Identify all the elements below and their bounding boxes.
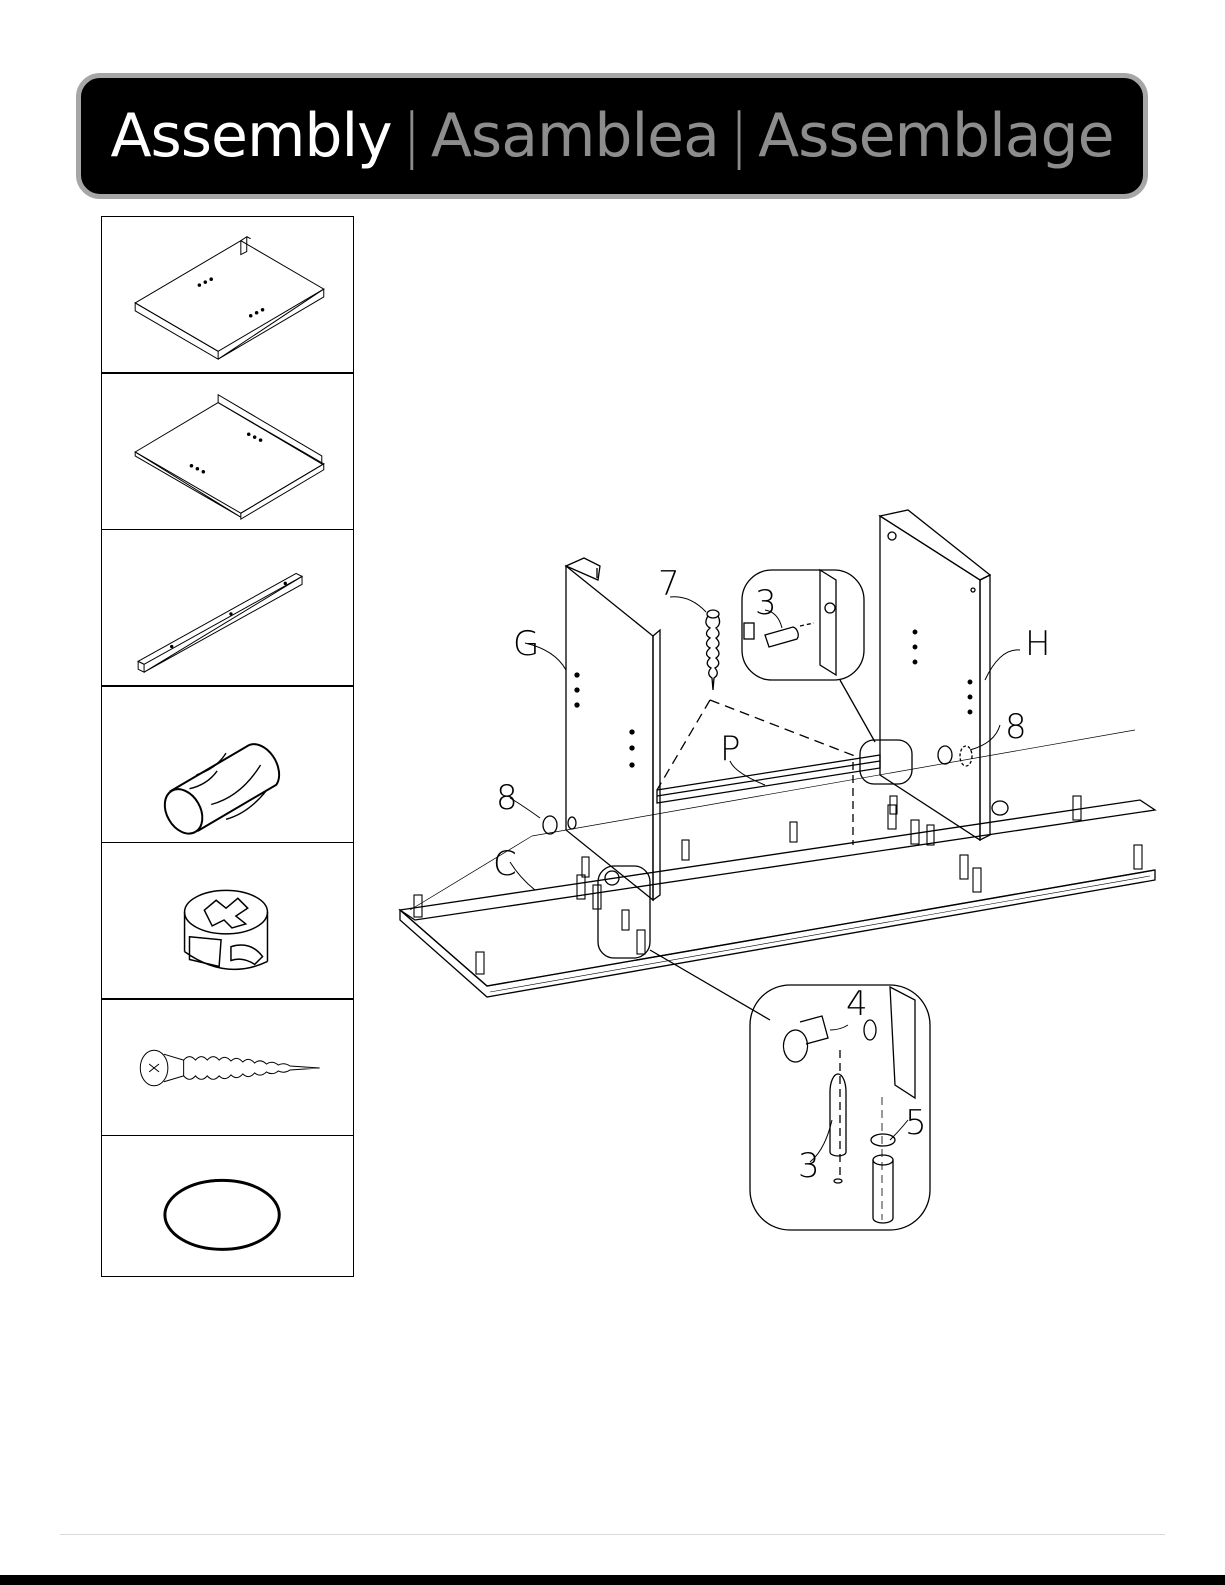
- label-p: P: [720, 729, 741, 769]
- label-c: C: [493, 844, 517, 884]
- label-5: 5: [905, 1103, 927, 1143]
- ring-washer-icon: [568, 817, 576, 829]
- ring-washer-icon: [960, 746, 972, 766]
- assembly-title-banner: [76, 73, 1148, 199]
- dowels: [582, 796, 934, 930]
- parts-list: [101, 217, 354, 1277]
- cam-lock-icon: [938, 746, 952, 764]
- exploded-view-drawing: [370, 500, 1190, 1260]
- cam-lock-icon: [102, 843, 353, 999]
- part-screw: [101, 998, 354, 1136]
- footer-divider: [60, 1534, 1165, 1535]
- part-wood-dowel: [101, 685, 354, 843]
- label-3-bottom: 3: [798, 1146, 820, 1186]
- cam-bolts: [414, 796, 1142, 974]
- label-8-left: 8: [496, 778, 518, 818]
- label-h: H: [1025, 624, 1051, 664]
- detail-callout-bottom: [750, 985, 930, 1230]
- shelf-panel-icon: [102, 217, 353, 373]
- shelf-panel-icon: [102, 373, 353, 529]
- part-shelf-panel-b: [101, 372, 354, 530]
- label-3-top: 3: [755, 583, 777, 623]
- side-panel-h: [880, 510, 990, 840]
- rail-icon: [102, 530, 353, 686]
- screw-icon: [102, 999, 353, 1135]
- detail-marker-right: [860, 740, 912, 784]
- cam-lock-icon: [543, 816, 557, 834]
- label-7: 7: [658, 564, 680, 604]
- title-english: Assembly: [110, 101, 392, 171]
- bottom-panel-c: [400, 800, 1155, 997]
- title-french: Assemblage: [758, 101, 1114, 171]
- part-washer: [101, 1135, 354, 1277]
- bottom-bar: [0, 1575, 1225, 1585]
- side-panel-g: [566, 558, 660, 900]
- label-8-right: 8: [1005, 707, 1027, 747]
- title-spanish: Asamblea: [430, 101, 719, 171]
- wood-dowel-icon: [102, 686, 353, 842]
- cam-lock-icon: [992, 801, 1008, 815]
- label-4: 4: [846, 984, 868, 1024]
- assembly-diagram: [370, 500, 1190, 1260]
- part-rail: [101, 529, 354, 687]
- label-g: G: [513, 624, 540, 664]
- screw-7-icon: [706, 610, 720, 690]
- rail-p: [657, 755, 880, 803]
- ring-washer-icon: [102, 1136, 353, 1276]
- part-cam-lock: [101, 842, 354, 1000]
- title-separator-1: |: [401, 101, 421, 171]
- part-shelf-panel-a: [101, 216, 354, 374]
- title-separator-2: |: [728, 101, 749, 171]
